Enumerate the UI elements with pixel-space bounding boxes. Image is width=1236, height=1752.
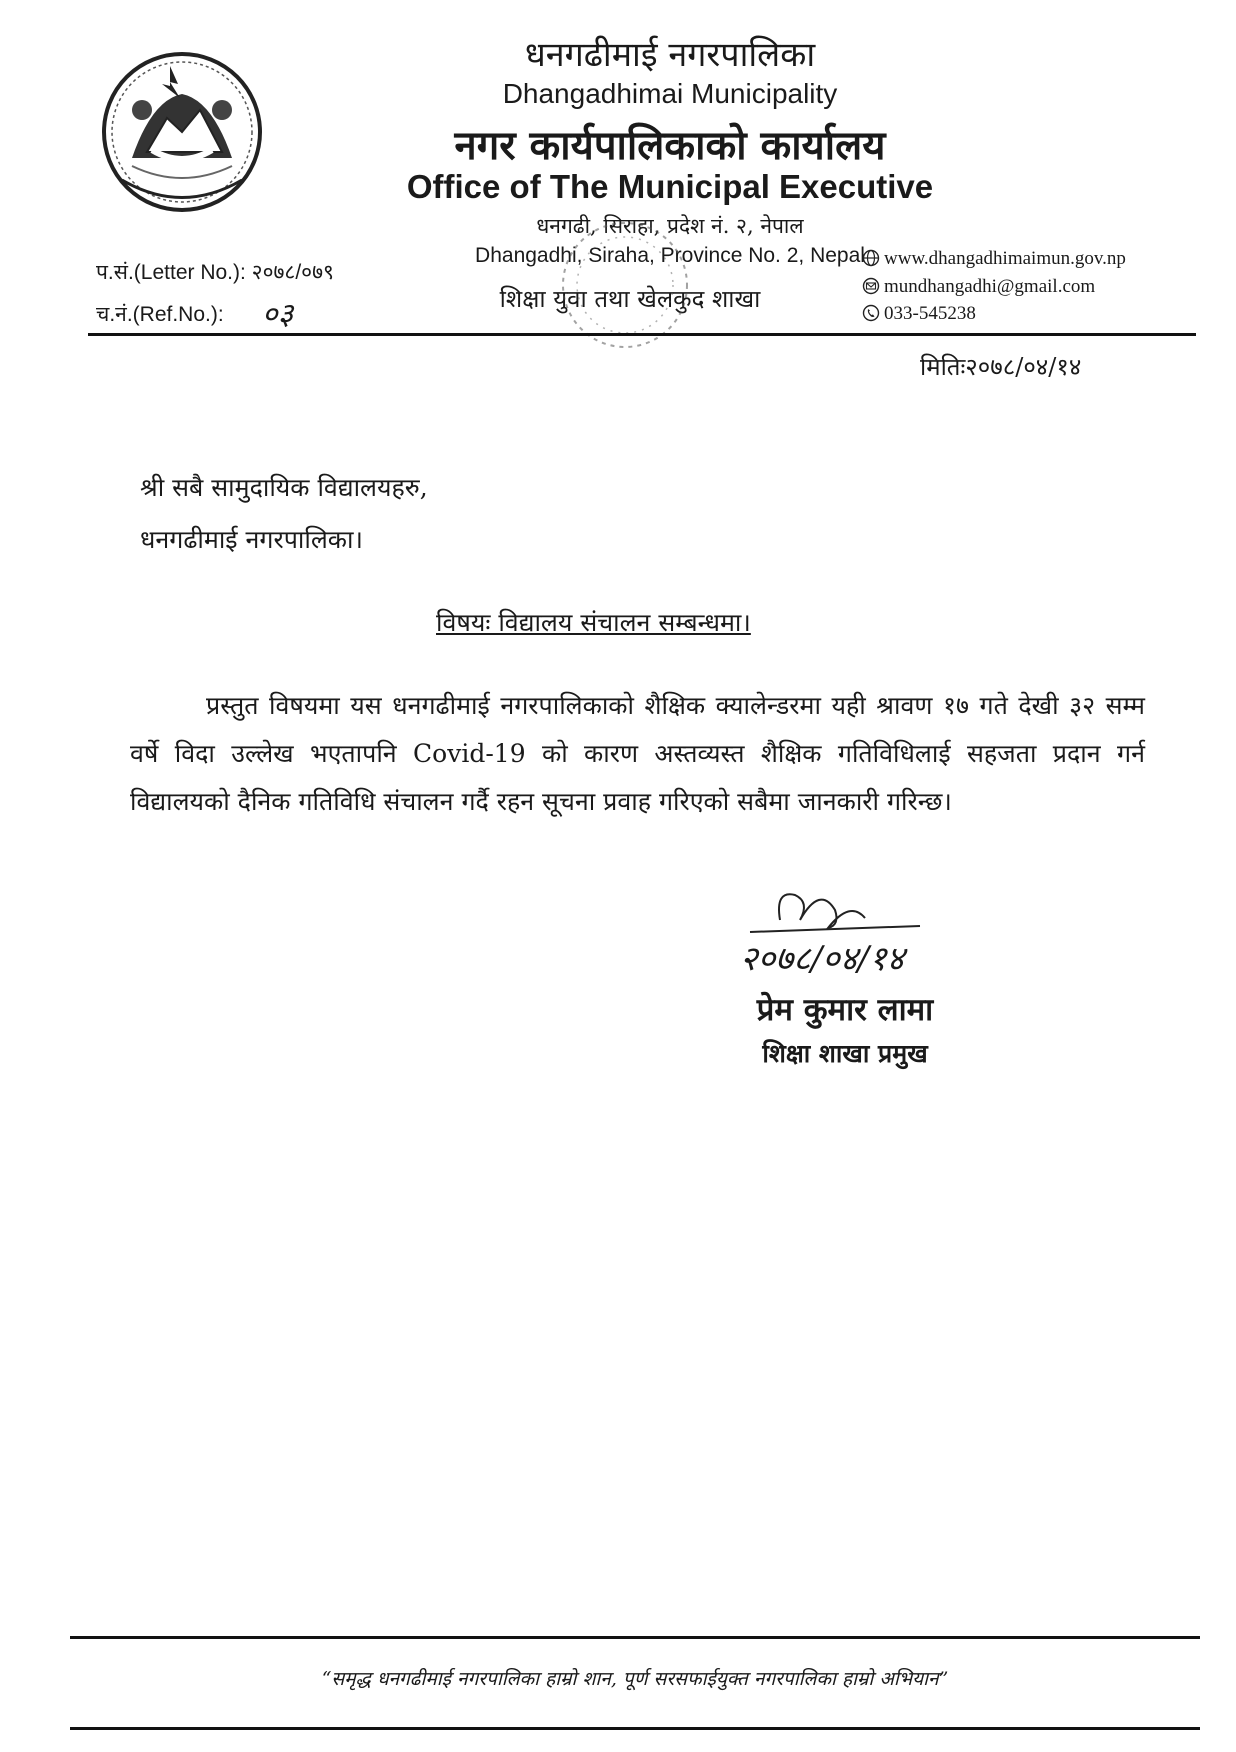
letter-number-value: २०७८/०७९ xyxy=(251,261,334,284)
address-en: Dhangadhi, Siraha, Province No. 2, Nepal xyxy=(475,244,865,267)
signer-name: प्रेम कुमार लामा xyxy=(756,992,934,1028)
municipality-name-en: Dhangadhimai Municipality xyxy=(502,78,838,109)
phone-icon xyxy=(862,304,880,322)
globe-icon xyxy=(862,249,880,267)
footer-slogan: “समृद्ध धनगढीमाई नगरपालिका हाम्रो शान, पूर्ण सरसफाईयुक्त नगरपालिका हाम्रो अभियान” xyxy=(321,1668,949,1690)
ref-number-value: ०३ xyxy=(262,297,294,332)
office-stamp xyxy=(550,200,700,370)
header-divider xyxy=(88,333,1196,336)
footer-divider-bottom xyxy=(70,1727,1200,1730)
letter-number xyxy=(96,258,334,286)
footer-divider-top xyxy=(70,1636,1200,1639)
handwritten-signature xyxy=(720,880,990,990)
recipient-line-1: श्री सबै सामुदायिक विद्यालयहरु, xyxy=(140,473,428,502)
address-np: धनगढी, सिराहा, प्रदेश नं. २, नेपाल xyxy=(536,214,804,238)
office-name-en: Office of The Municipal Executive xyxy=(406,168,934,205)
signature-date: २०७८/०४/१४ xyxy=(740,939,905,979)
ref-number-label: च.नं.(Ref.No.): xyxy=(96,303,224,326)
letter-number-label: प.सं.(Letter No.): xyxy=(96,261,246,284)
email-line xyxy=(862,276,1095,298)
signer-title: शिक्षा शाखा प्रमुख xyxy=(762,1039,928,1068)
email-text: mundhangadhi@gmail.com xyxy=(884,276,1096,297)
branch-name: शिक्षा युवा तथा खेलकुद शाखा xyxy=(499,285,761,313)
office-name-np: नगर कार्यपालिकाको कार्यालय xyxy=(454,122,886,169)
nepal-emblem-logo xyxy=(92,40,272,220)
letter-body: प्रस्तुत विषयमा यस धनगढीमाई नगरपालिकाको शैक्षिक क्यालेन्डरमा यही श्रावण १७ गते देखी ३२ सम्म वर्षे विदा उल्लेख भएतापनि Covid-19 को कारण अस्तव्यस्त शैक्षिक गतिविधिलाई सहजता प्रदान गर्न विद्यालयको दैनिक गतिविधि संचालन गर्दै रहन सूचना प्रवाह गरिएको सबैमा जानकारी गरिन्छ। xyxy=(130,691,1145,816)
recipient-line-2: धनगढीमाई नगरपालिका। xyxy=(140,525,363,554)
phone-text: 033-545238 xyxy=(884,303,976,324)
letter-date: मितिः२०७८/०४/१४ xyxy=(920,353,1082,381)
website-text: www.dhangadhimaimun.gov.np xyxy=(884,248,1126,269)
email-icon xyxy=(862,277,880,295)
website-line xyxy=(862,248,1126,270)
subject-line: विषयः विद्यालय संचालन सम्बन्धमा। xyxy=(436,608,751,637)
municipality-name-np: धनगढीमाई नगरपालिका xyxy=(524,35,816,75)
phone-line xyxy=(862,303,976,325)
